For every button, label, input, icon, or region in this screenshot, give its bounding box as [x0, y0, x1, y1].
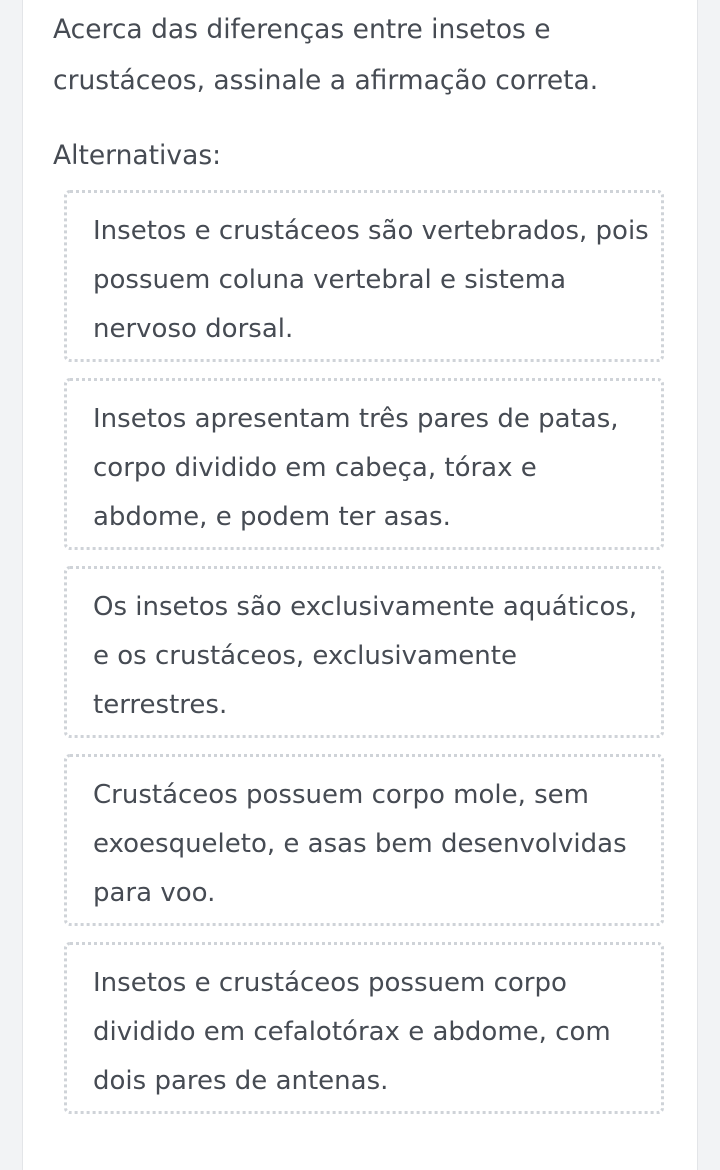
question-text: Acerca das diferenças entre insetos e crustáceos, assinale a afirmação correta. — [53, 14, 599, 96]
alternative-text: Insetos apresentam três pares de patas, corpo dividido em cabeça, tórax e abdome, e podem ter asas. — [93, 404, 619, 532]
alternatives-title: Alternativas: — [53, 140, 222, 171]
alternative-text: Insetos e crustáceos possuem corpo dividido em cefalotórax e abdome, com dois pares de antenas. — [93, 968, 611, 1096]
alternative-text: Crustáceos possuem corpo mole, sem exoesqueleto, e asas bem desenvolvidas para voo. — [93, 780, 627, 908]
question-card — [22, 0, 698, 1170]
alternative-text: Os insetos são exclusivamente aquáticos, e os crustáceos, exclusivamente terrestres. — [93, 592, 638, 720]
alternative-option-5[interactable] — [64, 942, 664, 1114]
alternatives-list — [64, 190, 664, 1130]
alternative-option-2[interactable] — [64, 378, 664, 550]
alternative-option-1[interactable] — [64, 190, 664, 362]
alternative-text: Insetos e crustáceos são vertebrados, pois possuem coluna vertebral e sistema nervoso dorsal. — [93, 216, 649, 344]
alternative-option-3[interactable] — [64, 566, 664, 738]
alternative-option-4[interactable] — [64, 754, 664, 926]
